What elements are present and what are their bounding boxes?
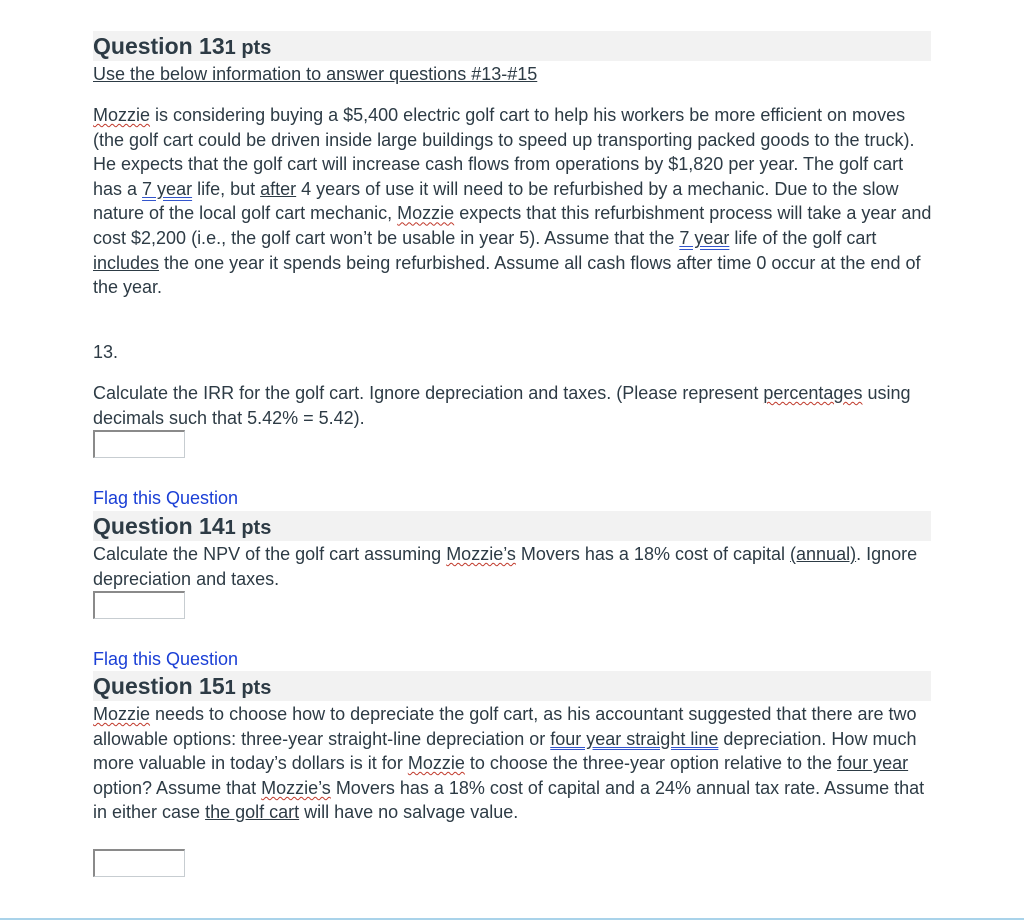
prompt-14-text-3: . Ignore depreciation and taxes. bbox=[93, 544, 918, 589]
scenario-text-2: life, but bbox=[192, 178, 261, 199]
prompt-15-text-1: needs to choose how to depreciate the golf cart, as his accountant suggested that there are two allowable options: three-year straight-line depreciation or bbox=[93, 704, 917, 749]
scenario-text-4: expects that this refurbishment process will take a year and cost $2,200 (i.e., the golf cart won’t be usable in year 5). Assume that the bbox=[93, 203, 932, 248]
question-14-prompt bbox=[93, 542, 933, 591]
question-13-number: 13. bbox=[93, 342, 119, 362]
question-13-intro bbox=[93, 62, 933, 87]
scenario-text-1: is considering buying a $5,400 electric golf cart to help his workers be more efficient on moves (the golf cart could be driven inside large buildings to speed up transporting packed goods to the truck). He expects that the golf cart will increase cash flows from operations by $1,820 per year. The golf cart has a bbox=[93, 105, 915, 199]
prompt-13-text-1: Calculate the IRR for the golf cart. Ignore depreciation and taxes. (Please represent bbox=[93, 383, 764, 403]
prompt-15-text-4: option? Assume that bbox=[93, 777, 262, 798]
prompt-15-name-1: Mozzie bbox=[93, 704, 151, 724]
question-15-points-number: 1 bbox=[224, 677, 236, 699]
intro-text: Use the below information to answer questions #13-#15 bbox=[93, 64, 538, 84]
scenario-life-2: 7 year bbox=[679, 227, 730, 248]
question-15-title: Question 15 bbox=[93, 673, 225, 699]
prompt-14-name: Mozzie’s bbox=[446, 544, 516, 564]
question-15-answer-input[interactable] bbox=[93, 849, 185, 877]
bottom-frame-line bbox=[0, 918, 1024, 920]
question-15-prompt bbox=[93, 702, 933, 825]
scenario-name-2: Mozzie bbox=[397, 203, 455, 224]
prompt-14-text-2: Movers has a 18% cost of capital bbox=[515, 544, 791, 564]
question-14-header bbox=[93, 511, 931, 541]
prompt-15-name-2: Mozzie bbox=[407, 753, 465, 774]
prompt-15-text-6: will have no salvage value. bbox=[299, 802, 519, 823]
question-13-points-number: 1 bbox=[224, 37, 236, 59]
prompt-15-text-3: to choose the three-year option relative to the bbox=[464, 753, 838, 774]
question-13-title: Question 13 bbox=[93, 33, 225, 59]
question-13-header bbox=[93, 31, 931, 61]
scenario-text-3: 4 years of use it will need to be refurbished by a mechanic. Due to the slow nature of the local golf cart mechanic, bbox=[93, 178, 899, 224]
scenario-includes: includes bbox=[93, 252, 160, 273]
question-15-flag-link[interactable]: Flag this Question bbox=[93, 649, 239, 669]
question-14-points-label: pts bbox=[235, 517, 272, 539]
question-15-points-label: pts bbox=[235, 677, 272, 699]
scenario-name-1: Mozzie bbox=[93, 105, 151, 125]
prompt-15-text-2: depreciation. How much more valuable in today’s dollars is it for bbox=[93, 728, 917, 774]
prompt-14-annual: (annual) bbox=[790, 544, 857, 564]
scenario-text-5: life of the golf cart bbox=[729, 227, 877, 248]
question-13-points-label: pts bbox=[235, 37, 272, 59]
question-14-points-number: 1 bbox=[224, 517, 236, 539]
question-14-title: Question 14 bbox=[93, 513, 225, 539]
question-14-flag-link[interactable]: Flag this Question bbox=[93, 488, 239, 508]
prompt-15-golf-cart: the golf cart bbox=[205, 802, 300, 823]
prompt-14-text-1: Calculate the NPV of the golf cart assuming bbox=[93, 544, 447, 564]
prompt-13-text-2: using decimals such that 5.42% = 5.42). bbox=[93, 383, 911, 428]
prompt-13-percentages: percentages bbox=[763, 383, 863, 403]
question-13-scenario bbox=[93, 103, 933, 300]
scenario-after: after bbox=[260, 178, 297, 199]
prompt-15-four-year: four year bbox=[837, 753, 909, 774]
prompt-15-name-3: Mozzie’s bbox=[261, 777, 331, 798]
scenario-life-1: 7 year bbox=[142, 178, 193, 199]
question-14-answer-input[interactable] bbox=[93, 591, 185, 619]
prompt-15-four-year-straight-line: four year straight line bbox=[550, 728, 719, 749]
prompt-15-text-5: Movers has a 18% cost of capital and a 24% annual tax rate. Assume that in either case bbox=[93, 777, 925, 823]
scenario-text-6: the one year it spends being refurbished. Assume all cash flows after time 0 occur at the end of the year. bbox=[93, 252, 921, 298]
question-15-header bbox=[93, 671, 931, 701]
question-13-prompt bbox=[93, 381, 933, 430]
question-13-answer-input[interactable] bbox=[93, 430, 185, 458]
